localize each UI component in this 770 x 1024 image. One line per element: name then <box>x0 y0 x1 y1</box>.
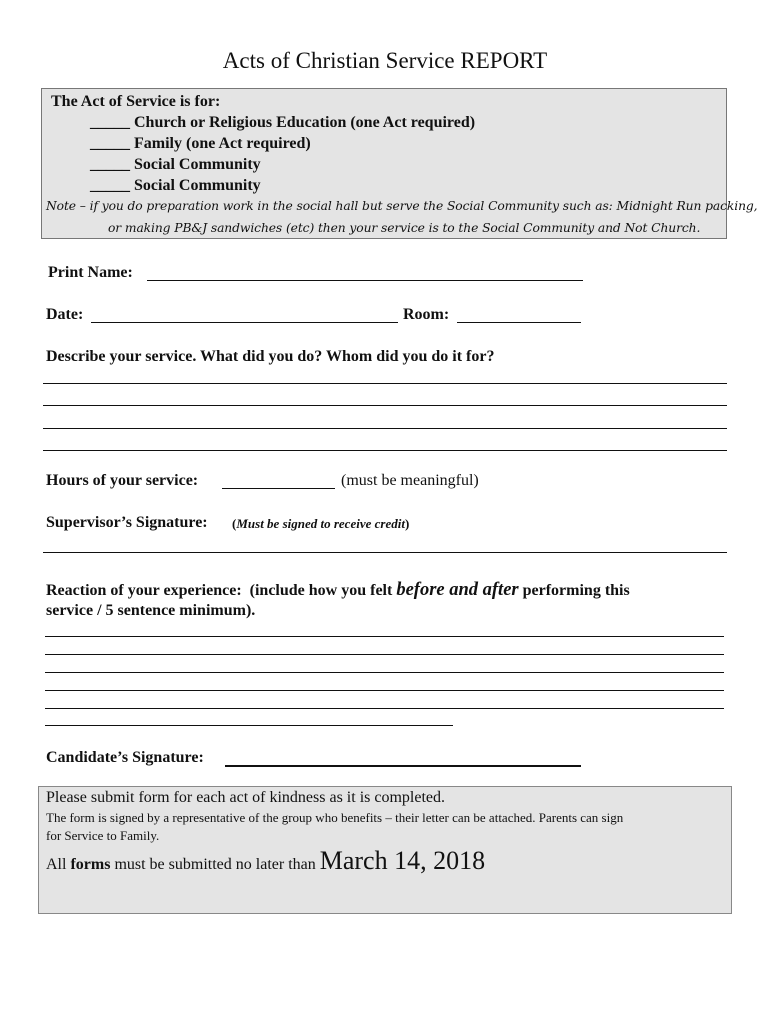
reaction-line-6[interactable] <box>45 725 453 726</box>
supervisor-note: (Must be signed to receive credit) <box>232 516 410 531</box>
service-for-heading: The Act of Service is for: <box>51 93 221 110</box>
note-line-1: Note – if you do preparation work in the social hall but serve the Social Community such as: Midnight Run packing, <box>46 199 758 213</box>
submission-info-box <box>38 786 732 914</box>
supervisor-signature-line[interactable] <box>43 552 727 553</box>
page-title: Acts of Christian Service REPORT <box>222 48 548 73</box>
candidate-signature-line[interactable] <box>225 765 581 767</box>
service-type-box <box>41 88 758 239</box>
deadline-text: All forms must be submitted no later than March 14, 2018 <box>46 846 486 875</box>
candidate-label: Candidate’s Signature: <box>46 749 204 766</box>
hours-note: (must be meaningful) <box>341 472 479 489</box>
reaction-line-2[interactable] <box>45 654 724 655</box>
submit-instruction: Please submit form for each act of kindness as it is completed. <box>46 789 446 806</box>
print-name-field[interactable] <box>147 280 583 281</box>
deadline-date: March 14, 2018 <box>319 846 486 875</box>
describe-line-2[interactable] <box>43 405 727 406</box>
supervisor-label: Supervisor’s Signature: <box>46 514 208 531</box>
describe-line-4[interactable] <box>43 450 727 451</box>
reaction-label-line-2: service / 5 sentence minimum). <box>46 602 256 619</box>
reaction-line-1[interactable] <box>45 636 724 637</box>
describe-line-1[interactable] <box>43 383 727 384</box>
option-family[interactable]: _____ Family (one Act required) <box>90 135 311 152</box>
hours-label: Hours of your service: <box>46 472 199 489</box>
date-field[interactable] <box>91 322 398 323</box>
option-church[interactable]: _____ Church or Religious Education (one Act required) <box>90 114 476 131</box>
signing-instruction-1: The form is signed by a representative of the group who benefits – their letter can be attached. Parents can sign <box>46 810 624 825</box>
option-social-community[interactable]: _____ Social Community <box>90 156 261 173</box>
note-line-2: or making PB&J sandwiches (etc) then your service is to the Social Community and Not Church. <box>108 221 701 235</box>
describe-label: Describe your service. What did you do? Whom did you do it for? <box>46 348 495 365</box>
room-field[interactable] <box>457 322 581 323</box>
room-label: Room: <box>403 306 450 323</box>
signing-instruction-2: for Service to Family. <box>46 828 160 843</box>
option-social-community-2[interactable]: _____ Social Community <box>90 177 261 194</box>
describe-line-3[interactable] <box>43 428 727 429</box>
reaction-label: Reaction of your experience: (include how you felt before and after performing this <box>46 580 630 600</box>
print-name-label: Print Name: <box>48 264 133 281</box>
reaction-line-3[interactable] <box>45 672 724 673</box>
date-label: Date: <box>46 306 84 323</box>
hours-field[interactable] <box>222 488 335 489</box>
reaction-line-4[interactable] <box>45 690 724 691</box>
reaction-line-5[interactable] <box>45 708 724 709</box>
